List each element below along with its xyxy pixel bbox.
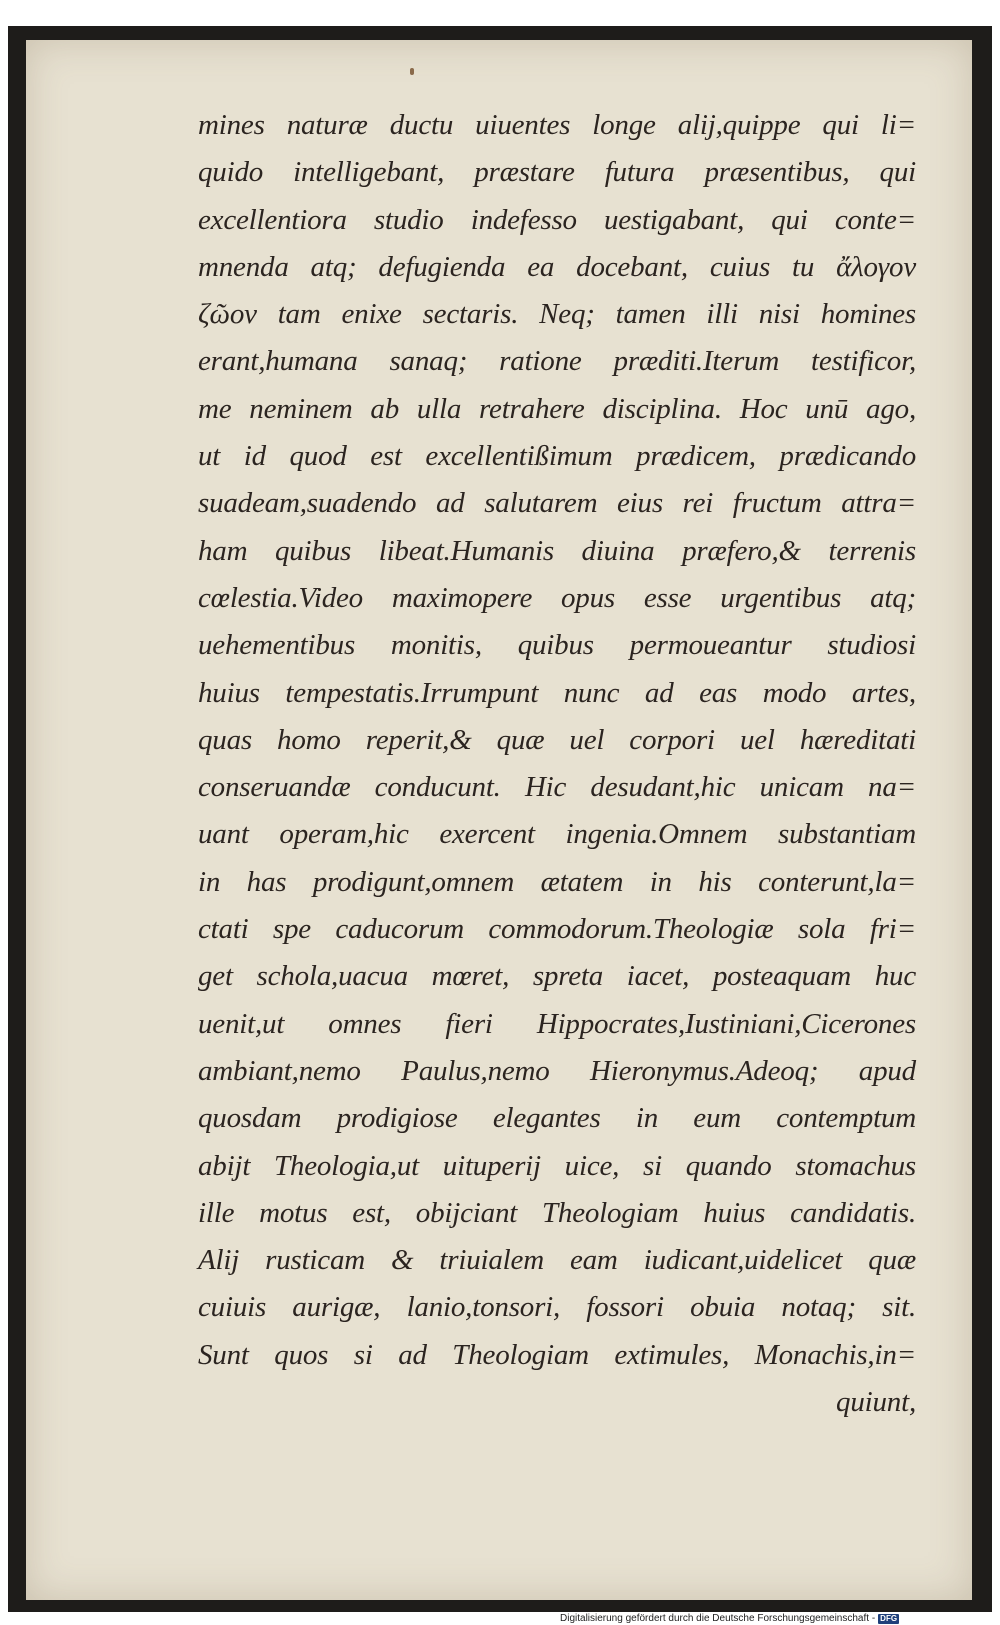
text-line: cuiuis aurigæ, lanio,tonsori, fossori obuia notaq; sit.: [198, 1291, 916, 1324]
text-line: ille motus est, obijciant Theologiam huius candidatis.: [198, 1196, 916, 1229]
text-line: suadeam,suadendo ad salutarem eius rei fructum attra=: [198, 487, 916, 520]
text-line: cœlestia.Video maximopere opus esse urgentibus atq;: [198, 581, 916, 614]
text-line: ctati spe caducorum commodorum.Theologiæ sola fri=: [198, 913, 916, 946]
text-line: abijt Theologia,ut uituperij uice, si quando stomachus: [198, 1149, 916, 1182]
text-line: conseruandæ conducunt. Hic desudant,hic unicam na=: [198, 771, 916, 804]
text-line: ut id quod est excellentißimum prædicem, prædicando: [198, 440, 916, 473]
text-line: Alij rusticam & triuialem eam iudicant,uidelicet quæ: [198, 1244, 916, 1277]
text-line: quas homo reperit,& quæ uel corpori uel hæreditati: [198, 723, 916, 756]
ink-mark: [410, 68, 414, 75]
catchword-line: quiunt,: [836, 1386, 916, 1419]
text-line: mines naturæ ductu uiuentes longe alij,quippe qui li=: [198, 109, 916, 141]
body-text: [198, 102, 916, 1426]
dfg-logo-icon: DFG: [880, 1614, 898, 1623]
text-line: erant,humana sanaq; ratione præditi.Iterum testificor,: [198, 345, 916, 378]
book-page: [26, 40, 972, 1600]
text-line: uehementibus monitis, quibus permoueantur studiosi: [198, 629, 916, 662]
text-line: me neminem ab ulla retrahere disciplina. Hoc unū ago,: [198, 392, 916, 425]
text-line: excellentiora studio indefesso uestigabant, qui conte=: [198, 203, 916, 236]
text-line: ham quibus libeat.Humanis diuina præfero,& terrenis: [198, 534, 916, 567]
funding-credit: Digitalisierung gefördert durch die Deutsche Forschungsgemeinschaft -: [560, 1613, 876, 1624]
text-line: ambiant,nemo Paulus,nemo Hieronymus.Adeoq; apud: [198, 1054, 916, 1087]
text-line: in has prodigunt,omnem ætatem in his conterunt,la=: [198, 865, 916, 898]
text-line: huius tempestatis.Irrumpunt nunc ad eas modo artes,: [198, 676, 916, 709]
text-line: get schola,uacua mœret, spreta iacet, posteaquam huc: [198, 960, 916, 993]
text-line: quosdam prodigiose elegantes in eum contemptum: [198, 1102, 916, 1135]
text-line: uant operam,hic exercent ingenia.Omnem substantiam: [198, 818, 916, 851]
digitization-footer: [560, 1613, 899, 1625]
text-line: uenit,ut omnes fieri Hippocrates,Iustiniani,Cicerones: [198, 1007, 916, 1040]
text-line: ζῶον tam enixe sectaris. Neq; tamen illi nisi homines: [198, 298, 916, 331]
text-line: quido intelligebant, præstare futura præsentibus, qui: [198, 156, 916, 189]
text-line: Sunt quos si ad Theologiam extimules, Monachis,in=: [198, 1338, 916, 1371]
text-line: mnenda atq; defugienda ea docebant, cuius tu ἄλογον: [198, 250, 916, 283]
